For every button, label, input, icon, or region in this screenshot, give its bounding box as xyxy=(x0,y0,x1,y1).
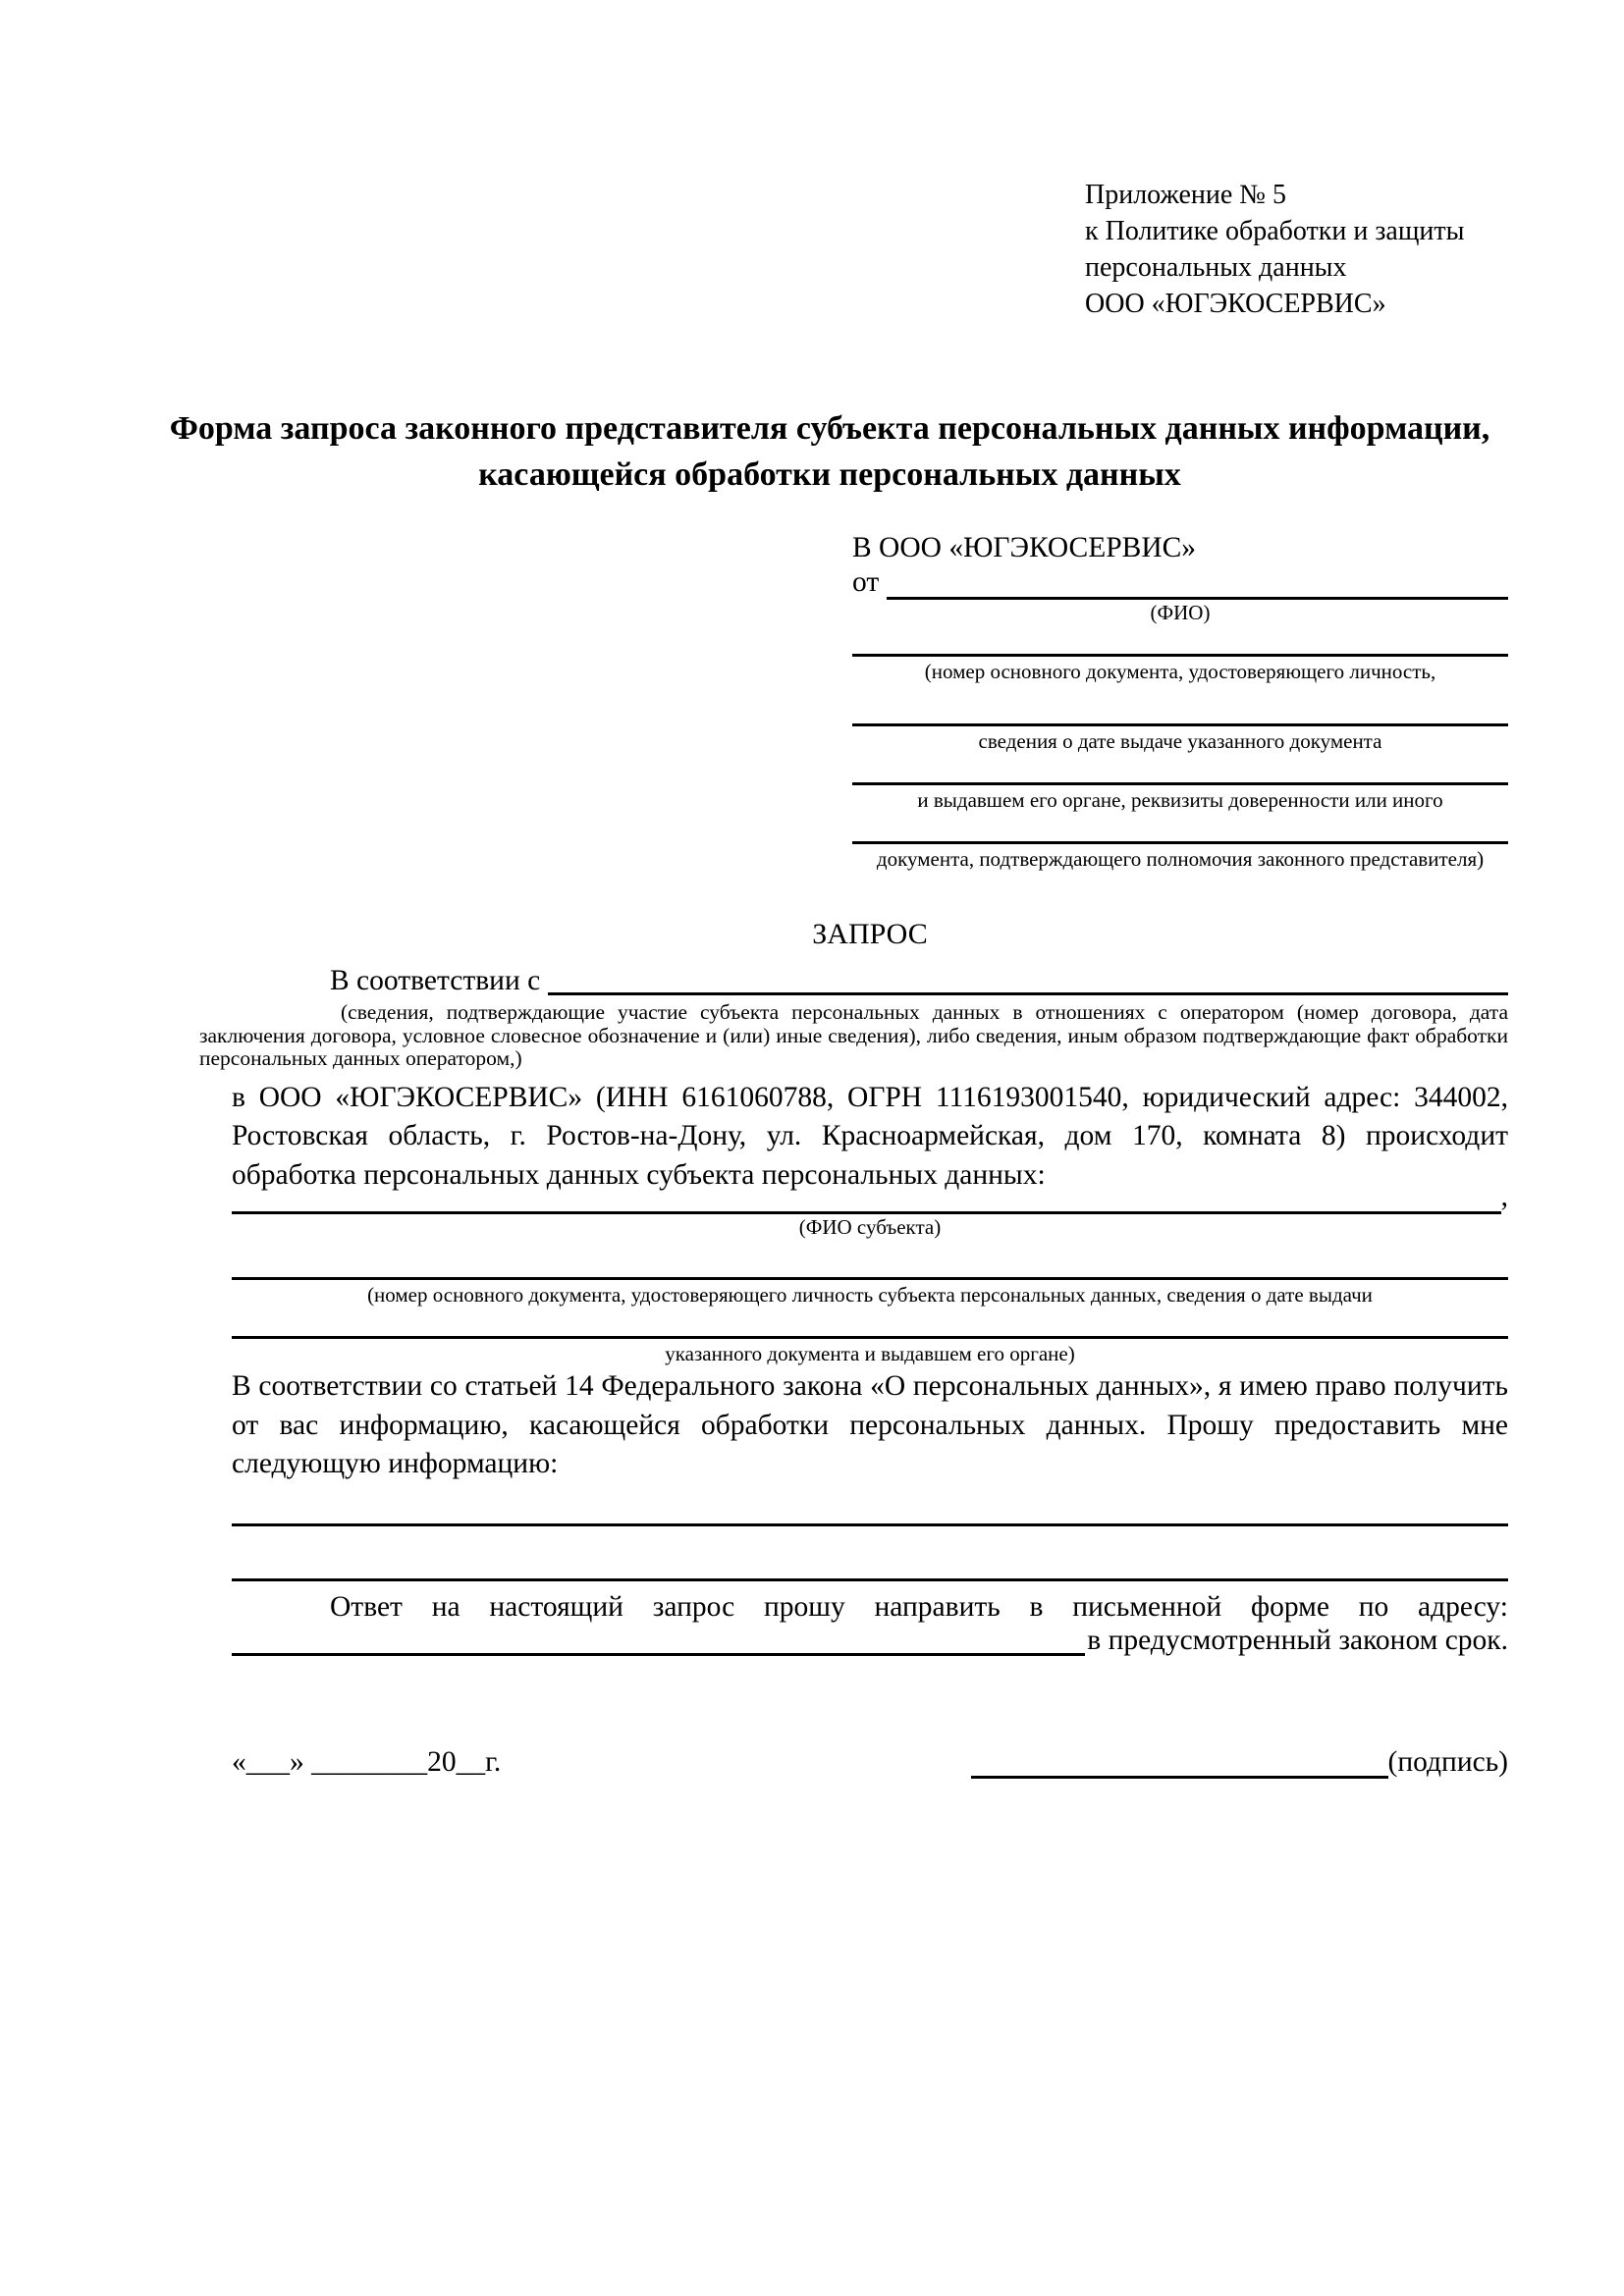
identity-field-group xyxy=(852,629,1508,683)
addressee-block xyxy=(852,531,1508,871)
accordance-input-line[interactable] xyxy=(548,992,1508,995)
appendix-line: Приложение № 5 xyxy=(1085,180,1286,210)
reply-suffix: в предусмотренный законом срок. xyxy=(1087,1624,1508,1656)
appendix-line: персональных данных xyxy=(1085,252,1347,283)
identity-doc-caption-2: сведения о дате выдаче указанного документа xyxy=(978,729,1382,753)
identity-doc-caption-3: и выдавшем его органе, реквизиты доверенности или иного xyxy=(917,788,1443,812)
subject-doc-input-line-1[interactable] xyxy=(232,1253,1508,1280)
addressee-company: В ООО «ЮГЭКОСЕРВИС» xyxy=(852,532,1197,563)
accordance-note: (сведения, подтверждающие участие субъекта персональных данных в отношениях с оператором (номер договора, дата заключения договора, условное словесное обозначение и (или) иные сведения), либо сведения, иным образом подтверждающие факт обработки персональных данных оператором,) xyxy=(199,1000,1508,1070)
identity-doc-caption-4: документа, подтверждающего полномочия законного представителя) xyxy=(876,847,1485,871)
info-input-line-1[interactable] xyxy=(232,1523,1508,1526)
identity-doc-input-line-2[interactable] xyxy=(852,699,1508,726)
reply-address-input-line[interactable] xyxy=(232,1653,1085,1656)
subject-doc-caption-1: (номер основного документа, удостоверяющего личность субъекта персональных данных, сведения о дате выдачи xyxy=(367,1283,1373,1307)
info-input-line-2[interactable] xyxy=(232,1578,1508,1581)
subject-doc-field-group xyxy=(232,1253,1508,1307)
reply-address-row xyxy=(232,1625,1508,1656)
signature-input-line[interactable] xyxy=(971,1750,1388,1779)
identity-field-group xyxy=(852,817,1508,871)
request-heading: ЗАПРОС xyxy=(812,918,928,950)
appendix-header xyxy=(1085,177,1508,322)
subject-fio-input-line[interactable] xyxy=(232,1211,1501,1214)
law-paragraph: В соответствии со статьей 14 Федерального закона «О персональных данных», я имею право получить от вас информацию, касающейся обработки персональных данных. Прошу предоставить мне следующую информацию: xyxy=(232,1370,1508,1479)
identity-doc-input-line-1[interactable] xyxy=(852,629,1508,657)
signature-caption: (подпись) xyxy=(1387,1745,1508,1778)
subject-doc-field-group xyxy=(232,1311,1508,1365)
accordance-row xyxy=(232,966,1508,995)
signature-row xyxy=(232,1746,1508,1779)
identity-doc-input-line-4[interactable] xyxy=(852,817,1508,844)
appendix-line: ООО «ЮГЭКОСЕРВИС» xyxy=(1085,289,1386,319)
page-content xyxy=(169,177,1508,1779)
accordance-label: В соответствии с xyxy=(330,965,541,996)
identity-field-group xyxy=(852,758,1508,812)
subject-doc-input-line-2[interactable] xyxy=(232,1311,1508,1339)
date-line[interactable]: «___» ________20__г. xyxy=(232,1745,502,1778)
identity-doc-input-line-3[interactable] xyxy=(852,758,1508,785)
identity-doc-caption-1: (номер основного документа, удостоверяющего личность, xyxy=(924,660,1436,683)
reply-lead: Ответ на настоящий запрос прошу направить в письменной форме по адресу: xyxy=(330,1590,1508,1623)
subject-doc-caption-2: указанного документа и выдавшем его органе) xyxy=(665,1342,1075,1365)
appendix-line: к Политике обработки и защиты xyxy=(1085,216,1465,246)
operator-paragraph: в ООО «ЮГЭКОСЕРВИС» (ИНН 6161060788, ОГРН 1116193001540, юридический адрес: 344002, Ростовская область, г. Ростов-на-Дону, ул. Красноармейская, дом 170, комната 8) происходит обработка персональных данных субъекта персональных данных: xyxy=(232,1081,1508,1191)
subject-fio-caption: (ФИО субъекта) xyxy=(798,1215,942,1239)
from-input-line[interactable] xyxy=(887,597,1508,600)
signature-group xyxy=(971,1746,1508,1779)
page-title: Форма запроса законного представителя субъекта персональных данных информации, касающейся обработки персональных данных xyxy=(169,410,1490,493)
from-label: от xyxy=(852,566,880,598)
from-row xyxy=(852,565,1508,600)
subject-fio-trailing-comma: , xyxy=(1500,1181,1508,1212)
fio-caption: (ФИО) xyxy=(1150,601,1211,624)
identity-field-group xyxy=(852,699,1508,753)
